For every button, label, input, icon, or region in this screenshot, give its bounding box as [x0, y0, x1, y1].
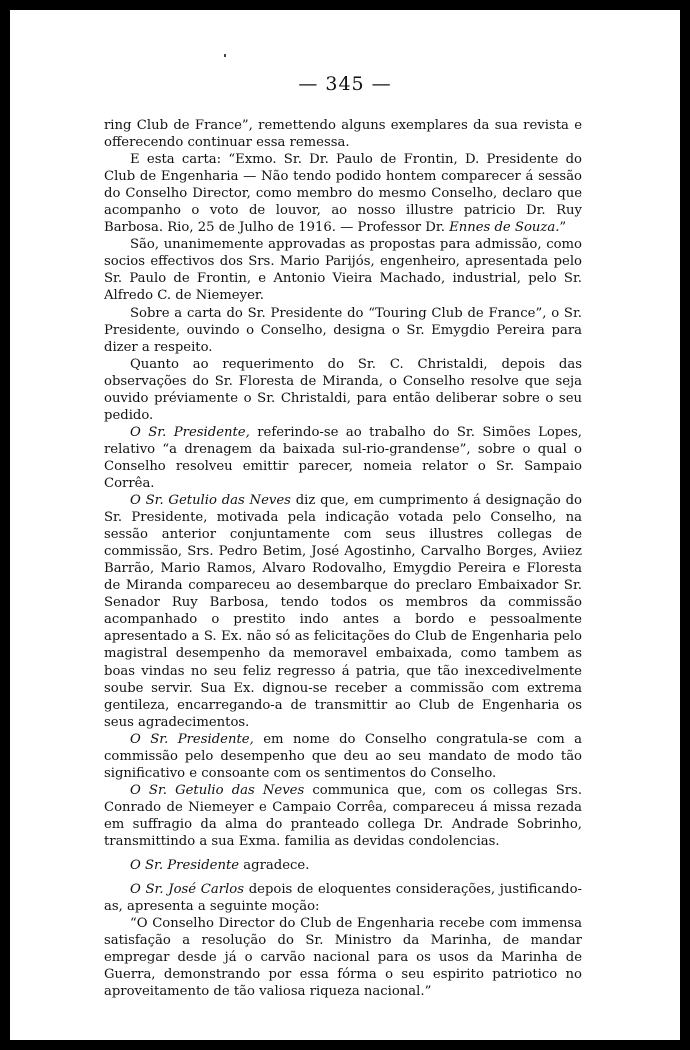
text-run: depois de eloquentes considerações, justificando-as, apresenta a seguinte moção:: [104, 882, 582, 915]
paragraph: [104, 236, 582, 304]
text-run: em nome do Conselho congratula-se com a commissão pelo desempenho que deu ao seu mandato de modo tão significativo e consoante com os sentimentos do Conselho.: [104, 731, 582, 781]
italic-run: O Sr. José Carlos: [130, 882, 244, 898]
text-run: São, unanimemente approvadas as propostas para admissão, como socios effectivos dos Srs. Mario Parijós, engenheiro, apresentada pelo Sr. Paulo de Frontin, e Antonio Vieira Machado, industrial, pelo Sr. Alfredo C. de Niemeyer.: [104, 237, 582, 304]
scanned-page: [10, 10, 680, 1040]
text-run: ring Club de France”, remettendo alguns exemplares da sua revista e offerecendo continuar essa remessa.: [104, 118, 582, 151]
paragraph: [104, 356, 582, 424]
italic-run: Ennes de Souza.: [449, 220, 560, 236]
text-run: communica que, com os collegas Srs. Conrado de Niemeyer e Campaio Corrêa, compareceu á missa rezada em suffragio da alma do pranteado collega Dr. Andrade Sobrinho, transmittindo a sua Exma. familia as devidas condolencias.: [104, 782, 583, 849]
page-number: — 345 —: [298, 73, 392, 95]
paragraph: [104, 117, 582, 151]
paragraph: [104, 731, 582, 782]
paragraph: [104, 424, 582, 492]
paragraph: [104, 857, 582, 874]
text-run: diz que, em cumprimento á designação do Sr. Presidente, motivada pela indicação votada pelo Conselho, na sessão anterior conjuntamente com seus illustres collegas de commissão, Srs. Pedro Betim, José Agostinho, Carvalho Borges, Aviiez Barrão, Mario Ramos, Alvaro Rodovalho, Emygdio Pereira e Floresta de Miranda compareceu ao desembarque do preclaro Embaixador Sr. Senador Ruy Barbosa, tendo todos os membros da commissão acompanhado o prestito indo antes a bordo e pessoalmente apresentado a S. Ex. não só as felicitações do Club de Engenharia pelo magistral desempenho da memoravel embaixada, como tambem as boas vindas no seu feliz regresso á patria, que tão inexcedivelmente soube servir. Sua Ex. dignou-se receber a commissão com extrema gentileza, encarregando-a de transmittir ao Club de Engenharia os seus agradecimentos.: [104, 493, 582, 730]
text-run: agradece.: [239, 858, 310, 874]
paragraph: [104, 782, 582, 850]
body-text: [104, 117, 582, 1000]
italic-run: O Sr. Getulio das Neves: [130, 782, 305, 798]
paragraph: [104, 151, 582, 236]
italic-run: O Sr. Getulio das Neves: [130, 493, 291, 509]
italic-run: O Sr. Presidente,: [130, 424, 250, 440]
text-run: Quanto ao requerimento do Sr. C. Christaldi, depois das observações do Sr. Floresta de Miranda, o Conselho resolve que seja ouvido préviamente o Sr. Christaldi, para então deliberar sobre o seu pedido.: [104, 356, 582, 423]
italic-run: O Sr. Presidente,: [130, 731, 254, 747]
text-run: Sobre a carta do Sr. Presidente do “Touring Club de France”, o Sr. Presidente, ouvindo o Conselho, designa o Sr. Emygdio Pereira para dizer a respeito.: [104, 305, 582, 355]
paragraph: [104, 881, 582, 915]
paragraph: [104, 492, 582, 731]
text-run: “O Conselho Director do Club de Engenharia recebe com immensa satisfação a resolução do Sr. Ministro da Marinha, de mandar empregar desde já o carvão nacional para os usos da Marinha de Guerra, demonstrando por essa fórma o seu espirito patriotico no aproveitamento de tão valiosa riqueza nacional.”: [104, 916, 582, 1000]
text-run: referindo-se ao trabalho do Sr. Simões Lopes, relativo “a drenagem da baixada sul-rio-grandense”, sobre o qual o Conselho resolveu emittir parecer, nomeia relator o Sr. Sampaio Corrêa.: [104, 424, 582, 491]
text-run: ”: [559, 220, 567, 236]
italic-run: O Sr. Presidente: [130, 858, 240, 874]
paragraph: [104, 305, 582, 356]
paragraph: [104, 915, 582, 1000]
scan-speck: [224, 54, 226, 57]
text-run: E esta carta: “Exmo. Sr. Dr. Paulo de Frontin, D. Presidente do Club de Engenharia — Não tendo podido hontem comparecer á sessão do Conselho Director, como membro do mesmo Conselho, declaro que acompanho o voto de louvor, ao nosso illustre patricio Dr. Ruy Barbosa. Rio, 25 de Julho de 1916. — Professor Dr.: [104, 152, 582, 236]
